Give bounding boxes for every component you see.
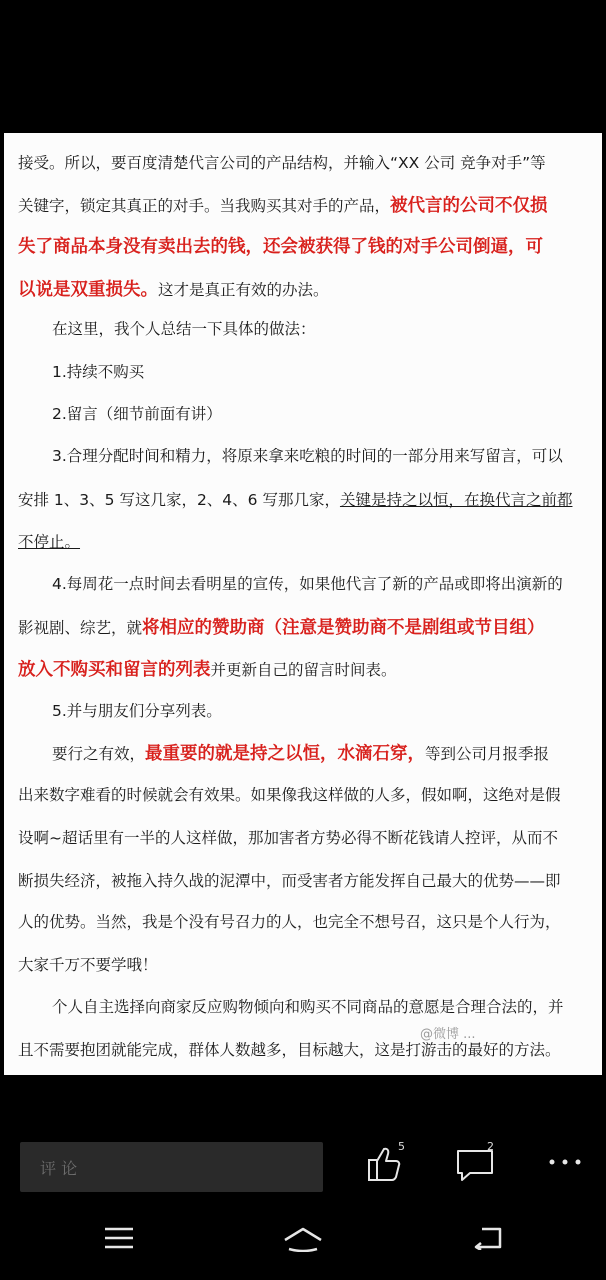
text-segment: 影视剧、综艺，就: [18, 619, 143, 637]
text-line: 断损失经济，被拖入持久战的泥潭中，而受害者方能发挥自己最大的优势——即: [18, 872, 561, 890]
text-segment: 关键字，锁定其真正的对手。当我购买其对手的产品，: [18, 197, 391, 215]
text-line: [18, 276, 588, 301]
more-button[interactable]: [548, 1152, 582, 1176]
menu-nav-button[interactable]: [104, 1226, 134, 1254]
text-line: [18, 614, 588, 639]
emphasis-text: 被代言的公司不仅损: [390, 196, 548, 216]
text-line: [18, 192, 588, 217]
text-segment: 要行之有效，: [52, 745, 146, 763]
bottom-action-bar: [0, 1130, 606, 1200]
text-segment: 等到公司月报季报: [425, 745, 550, 763]
emphasis-line: 失了商品本身没有卖出去的钱，还会被获得了钱的对手公司倒逼，可: [18, 237, 543, 257]
back-nav-button[interactable]: [472, 1226, 504, 1254]
list-item: 2.留言（细节前面有讲）: [52, 405, 222, 423]
list-item: 4.每周花一点时间去看明星的宣传，如果他代言了新的产品或即将出演新的: [52, 575, 563, 593]
list-item: 5.并与朋友们分享列表。: [52, 702, 222, 720]
weibo-watermark: @微博 ...: [420, 1027, 476, 1042]
text-segment: 安排 1、3、5 写这几家，2、4、6 写那几家，: [18, 491, 340, 509]
home-nav-button[interactable]: [283, 1226, 323, 1256]
comment-input[interactable]: [20, 1142, 323, 1192]
article-page-image: [4, 133, 602, 1075]
text-segment: 这才是真正有效的办法。: [158, 281, 329, 299]
underlined-text: 关键是持之以恒，在换代言之前都: [339, 491, 573, 509]
text-line: 接受。所以，要百度清楚代言公司的产品结构，并输入“XX 公司 竞争对手”等: [18, 154, 546, 172]
text-line: 在这里，我个人总结一下具体的做法：: [52, 320, 316, 338]
like-button[interactable]: [366, 1140, 408, 1188]
text-line: 大家千万不要学哦！: [18, 956, 158, 974]
comment-button[interactable]: [455, 1140, 497, 1188]
emphasis-text: 将相应的赞助商（注意是赞助商不是剧组或节目组）: [142, 618, 545, 638]
comment-count: 2: [487, 1140, 494, 1153]
text-line: [18, 488, 588, 510]
system-navigation-bar: [0, 1200, 606, 1280]
emphasis-text: 最重要的就是持之以恒，水滴石穿，: [145, 744, 426, 764]
home-icon: [283, 1226, 323, 1252]
back-icon: [472, 1226, 504, 1250]
more-dots-icon: [548, 1152, 582, 1172]
text-line: [18, 656, 588, 681]
text-line: 设啊~超话里有一半的人这样做，那加害者方势必得不断花钱请人控评，从而不: [18, 829, 558, 847]
list-item: 1.持续不购买: [52, 363, 145, 381]
like-count: 5: [398, 1140, 405, 1153]
comment-placeholder: 评 论: [40, 1159, 78, 1178]
emphasis-text: 以说是双重损失。: [18, 280, 158, 300]
text-line: 人的优势。当然，我是个没有号召力的人，也完全不想号召，这只是个人行为，: [18, 913, 561, 931]
menu-icon: [104, 1226, 134, 1250]
text-line: 个人自主选择向商家反应购物倾向和购买不同商品的意愿是合理合法的，并: [52, 998, 564, 1016]
underlined-line: 不停止。: [18, 533, 81, 551]
list-item: 3.合理分配时间和精力，将原来拿来吃粮的时间的一部分用来写留言，可以: [52, 447, 563, 465]
text-line: 出来数字难看的时候就会有效果。如果像我这样做的人多，假如啊，这绝对是假: [18, 786, 561, 804]
text-line: 且不需要抱团就能完成，群体人数越多，目标越大，这是打游击的最好的方法。: [18, 1041, 561, 1059]
text-line: [52, 740, 602, 765]
emphasis-text: 放入不购买和留言的列表: [18, 660, 211, 680]
text-segment: 并更新自己的留言时间表。: [210, 661, 397, 679]
